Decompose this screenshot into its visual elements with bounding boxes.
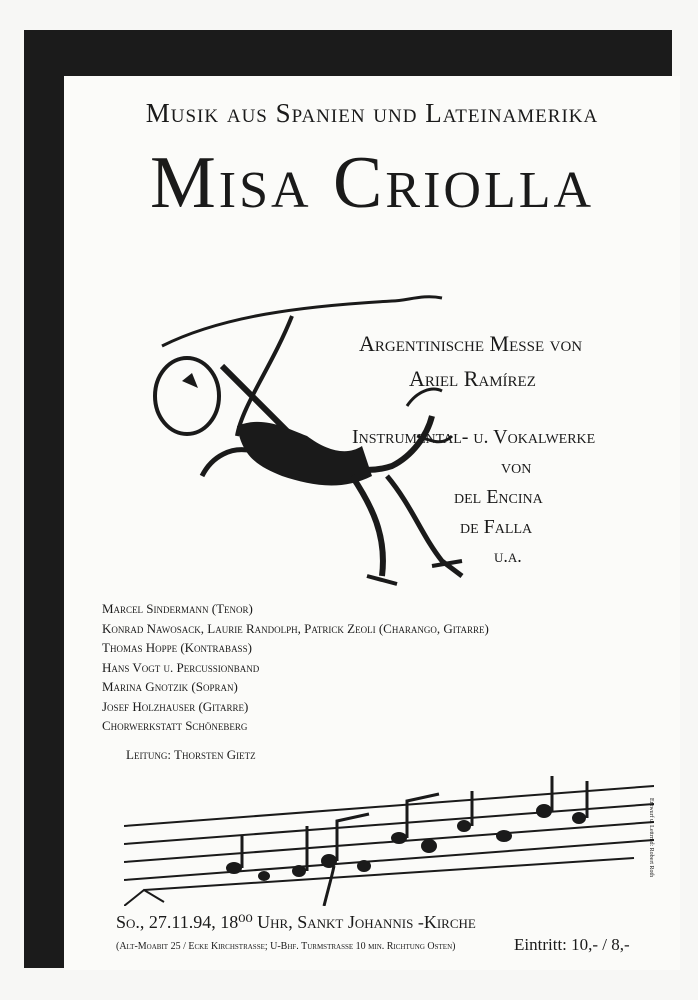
poster-subtitle: Musik aus Spanien und Lateinamerika: [145, 98, 599, 128]
performer-item: Thomas Hoppe (Kontrabass): [102, 640, 252, 655]
works-heading: Instrumental- u. Vokalwerke: [352, 426, 596, 448]
event-address: (Alt-Moabit 25 / Ecke Kirchstrasse; U-Bhf. Turmstrasse 10 min. Richtung Osten): [116, 941, 456, 952]
performer-item: Josef Holzhauser (Gitarre): [102, 698, 249, 714]
works-by: von: [501, 456, 532, 478]
event-datetime-venue: So., 27.11.94, 18⁰⁰ Uhr, Sankt Johannis -Kirche: [116, 912, 476, 932]
performer-item: Hans Vogt u. Percussionband: [102, 659, 260, 675]
composer-falla: de Falla: [460, 516, 533, 538]
poster-border: [24, 30, 672, 968]
composer-etc: u.a.: [494, 546, 522, 566]
composer-encina: del Encina: [454, 486, 543, 508]
performer-list: [102, 599, 489, 736]
music-staff-illustration: [124, 766, 654, 906]
performer-item: Chorwerkstatt Schöneberg: [102, 718, 248, 733]
poster-title: Misa Criolla: [149, 142, 595, 224]
performer-item: Marcel Sindermann (Tenor): [102, 601, 253, 616]
conductor-line: Leitung: Thorsten Gietz: [126, 747, 256, 762]
performer-item: Marina Gnotzik (Sopran): [102, 679, 238, 694]
performer-item: Konrad Nawosack, Laurie Randolph, Patrick Zeoli (Charango, Gitarre): [102, 620, 489, 636]
artist-credit: Entwurf u. Lettrmd: Robert Roth: [648, 798, 654, 878]
composer-name: Ariel Ramírez: [409, 366, 536, 391]
work-title: Argentinische Messe von: [359, 331, 583, 356]
admission-price: Eintritt: 10,- / 8,-: [514, 935, 630, 954]
poster-sheet: [64, 76, 680, 970]
